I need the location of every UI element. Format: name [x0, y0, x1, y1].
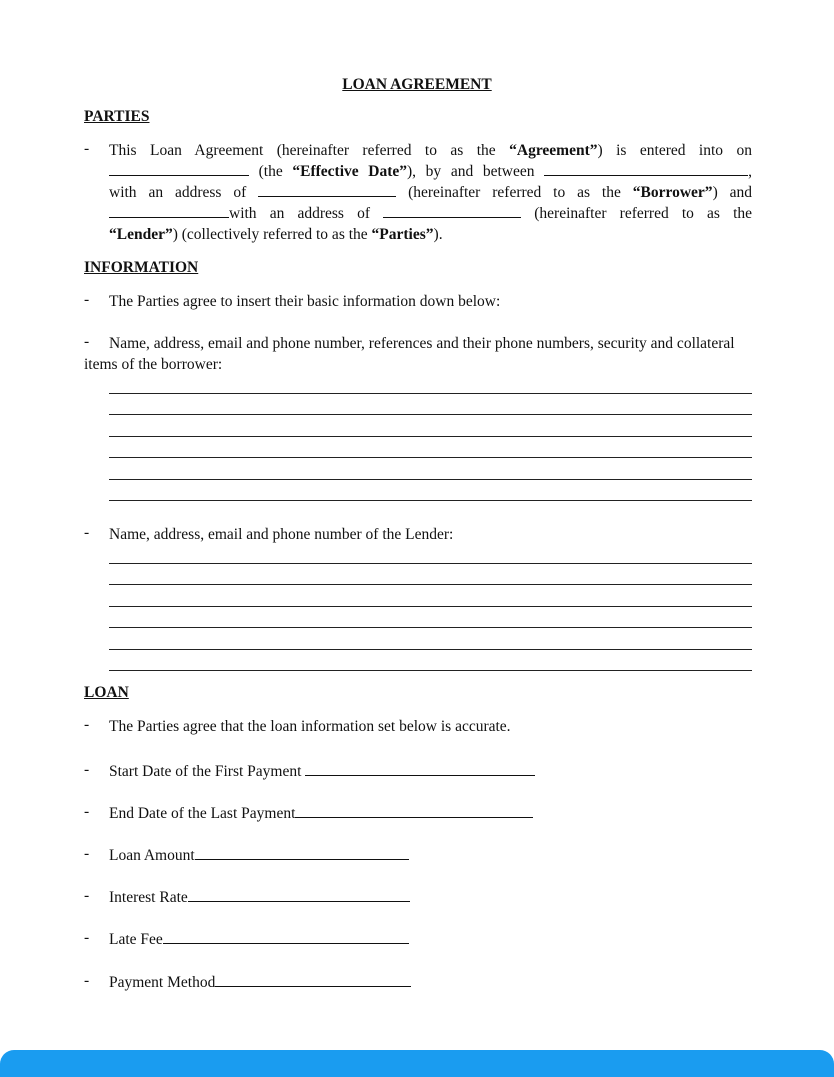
- first-payment-blank[interactable]: [305, 761, 535, 776]
- parties-line-3: with an address of (hereinafter referred to as the “Borrower”) and: [109, 184, 753, 201]
- late-fee-blank[interactable]: [163, 929, 409, 944]
- bullet-dash: -: [84, 887, 90, 904]
- effective-date-blank[interactable]: [109, 161, 249, 176]
- bullet-dash: -: [84, 972, 90, 989]
- parties-line-2: (the “Effective Date”), by and between ,: [109, 161, 752, 182]
- writing-line[interactable]: [109, 607, 752, 629]
- footer-bar: [0, 1050, 834, 1077]
- section-heading-information: INFORMATION: [84, 259, 199, 276]
- writing-line[interactable]: [109, 628, 752, 650]
- information-item-3: - Name, address, email and phone number of the Lender:: [84, 524, 454, 543]
- loan-field-payment-method: - Payment Method: [84, 972, 752, 993]
- bullet-dash: -: [84, 716, 90, 733]
- bullet-dash: -: [84, 845, 90, 862]
- borrower-address-blank[interactable]: [258, 182, 396, 197]
- parties-line-4: with an address of (hereinafter referred to as the: [109, 203, 752, 224]
- writing-line[interactable]: [109, 650, 752, 672]
- page-title: LOAN AGREEMENT: [342, 76, 492, 93]
- bullet-dash: -: [84, 140, 90, 157]
- writing-line[interactable]: [109, 458, 752, 480]
- writing-line[interactable]: [109, 585, 752, 607]
- writing-line[interactable]: [109, 372, 752, 394]
- bullet-dash: -: [84, 291, 90, 308]
- interest-rate-blank[interactable]: [188, 887, 410, 902]
- parties-line-5: “Lender”) (collectively referred to as the “Parties”).: [109, 226, 443, 243]
- last-payment-blank[interactable]: [295, 803, 533, 818]
- section-heading-parties: PARTIES: [84, 108, 150, 125]
- information-item-1: - The Parties agree to insert their basic information down below:: [84, 291, 501, 310]
- bullet-dash: -: [84, 524, 90, 541]
- payment-method-blank[interactable]: [215, 972, 411, 987]
- loan-field-amount: - Loan Amount: [84, 845, 752, 866]
- writing-line[interactable]: [109, 394, 752, 416]
- lender-info-lines[interactable]: [109, 542, 752, 671]
- parties-line-1: This Loan Agreement (hereinafter referred to as the “Agreement”) is entered into on: [109, 142, 752, 159]
- parties-paragraph: [84, 140, 752, 245]
- writing-line[interactable]: [109, 437, 752, 459]
- bullet-dash: -: [84, 761, 90, 778]
- information-item-2: - Name, address, email and phone number, references and their phone numbers, security and collateral items of the borrower:: [84, 333, 735, 373]
- bullet-dash: -: [84, 929, 90, 946]
- borrower-info-lines[interactable]: [109, 372, 752, 501]
- loan-field-last-payment: - End Date of the Last Payment: [84, 803, 752, 824]
- party-name-blank[interactable]: [544, 161, 748, 176]
- loan-intro: - The Parties agree that the loan information set below is accurate.: [84, 716, 511, 735]
- loan-field-interest-rate: - Interest Rate: [84, 887, 752, 908]
- writing-line[interactable]: [109, 564, 752, 586]
- writing-line[interactable]: [109, 542, 752, 564]
- loan-amount-blank[interactable]: [195, 845, 409, 860]
- writing-line[interactable]: [109, 415, 752, 437]
- loan-field-first-payment: - Start Date of the First Payment: [84, 761, 752, 782]
- lender-name-blank[interactable]: [109, 203, 229, 218]
- loan-field-late-fee: - Late Fee: [84, 929, 752, 950]
- lender-address-blank[interactable]: [383, 203, 521, 218]
- bullet-dash: -: [84, 333, 90, 350]
- writing-line[interactable]: [109, 480, 752, 502]
- bullet-dash: -: [84, 803, 90, 820]
- section-heading-loan: LOAN: [84, 684, 129, 701]
